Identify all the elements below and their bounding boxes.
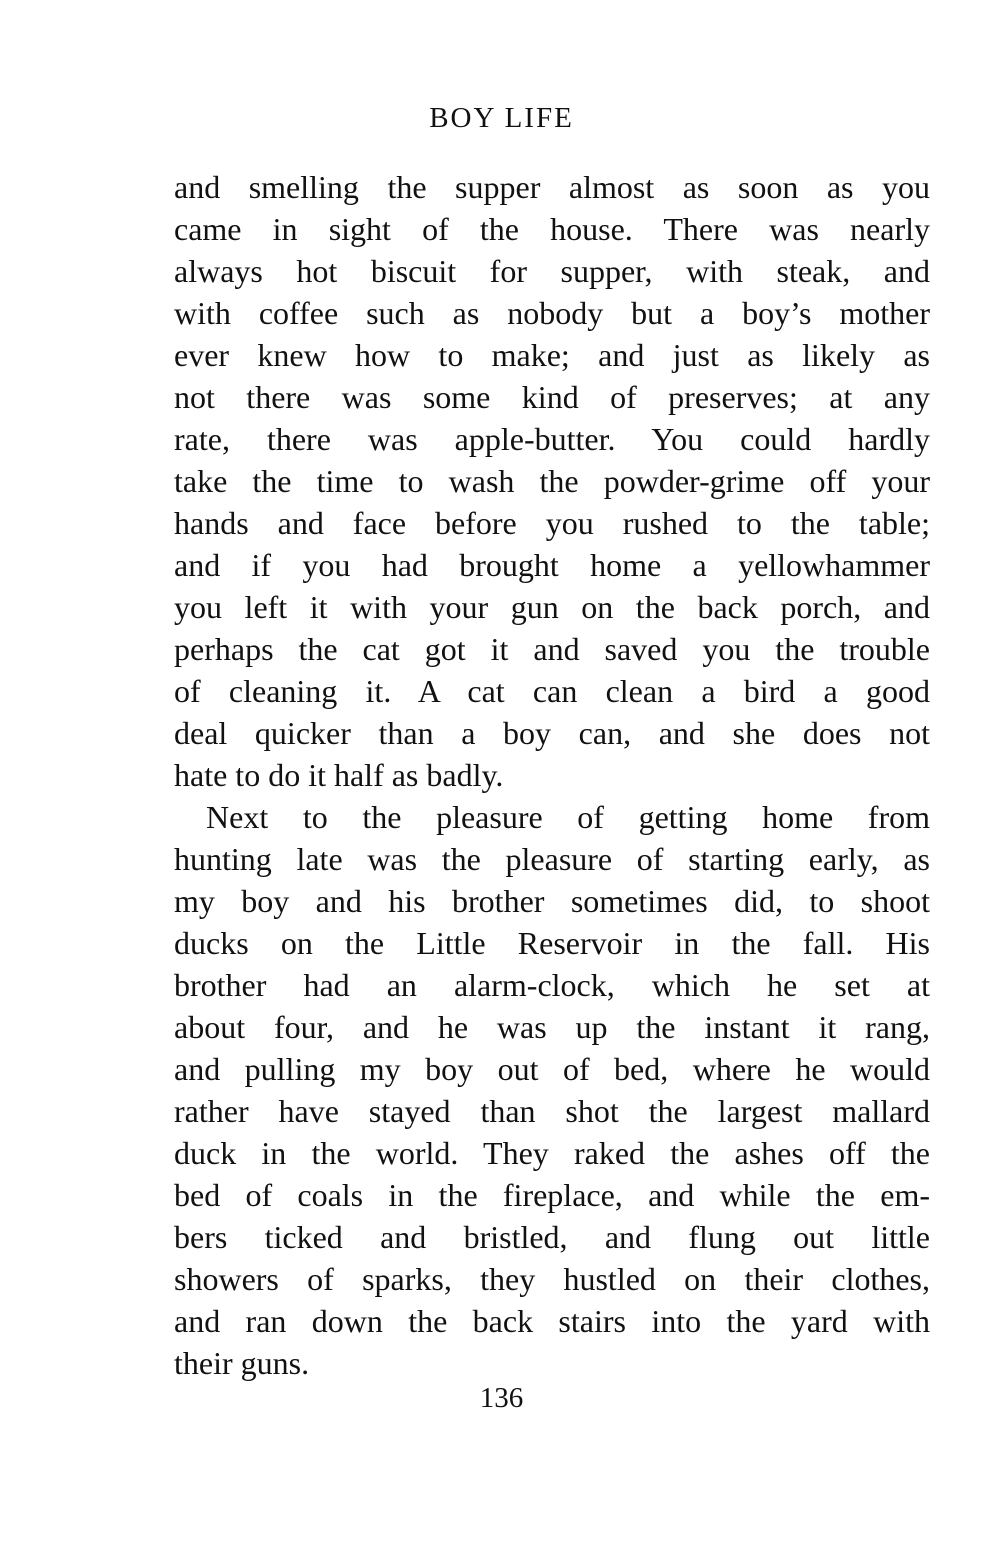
text-line: hands and face before you rushed to the table; — [174, 505, 930, 541]
text-line: their guns. — [174, 1345, 310, 1381]
page-number: 136 — [479, 1382, 524, 1414]
text-line: and if you had brought home a yellowhammer — [174, 547, 930, 583]
text-line: deal quicker than a boy can, and she does not — [174, 715, 930, 751]
text-line: bers ticked and bristled, and flung out little — [174, 1219, 930, 1255]
text-line: bed of coals in the fireplace, and while the em- — [174, 1177, 930, 1213]
text-line: ducks on the Little Reservoir in the fall. His — [174, 925, 930, 961]
text-line: Next to the pleasure of getting home from — [206, 799, 930, 835]
text-line: of cleaning it. A cat can clean a bird a good — [174, 673, 930, 709]
text-line: you left it with your gun on the back porch, and — [174, 589, 930, 625]
running-head: BOY LIFE — [429, 102, 574, 134]
text-line: rate, there was apple-butter. You could hardly — [174, 421, 930, 457]
text-line: brother had an alarm-clock, which he set at — [174, 967, 930, 1003]
text-line: my boy and his brother sometimes did, to shoot — [174, 883, 930, 919]
text-line: always hot biscuit for supper, with steak, and — [174, 253, 930, 289]
text-line: about four, and he was up the instant it rang, — [174, 1009, 930, 1045]
text-line: take the time to wash the powder-grime off your — [174, 463, 930, 499]
text-line: with coffee such as nobody but a boy’s mother — [174, 295, 930, 331]
text-line: and smelling the supper almost as soon as you — [174, 169, 930, 205]
text-line: and ran down the back stairs into the yard with — [174, 1303, 930, 1339]
text-line: rather have stayed than shot the largest mallard — [174, 1093, 930, 1129]
text-line: perhaps the cat got it and saved you the trouble — [174, 631, 930, 667]
text-line: and pulling my boy out of bed, where he would — [174, 1051, 930, 1087]
text-line: not there was some kind of preserves; at any — [174, 379, 930, 415]
body-text — [174, 166, 930, 1384]
text-line: hate to do it half as badly. — [174, 757, 504, 793]
text-line: hunting late was the pleasure of starting early, as — [174, 841, 930, 877]
text-line: duck in the world. They raked the ashes off the — [174, 1135, 930, 1171]
text-line: ever knew how to make; and just as likely as — [174, 337, 930, 373]
text-line: came in sight of the house. There was nearly — [174, 211, 930, 247]
text-line: showers of sparks, they hustled on their clothes, — [174, 1261, 930, 1297]
